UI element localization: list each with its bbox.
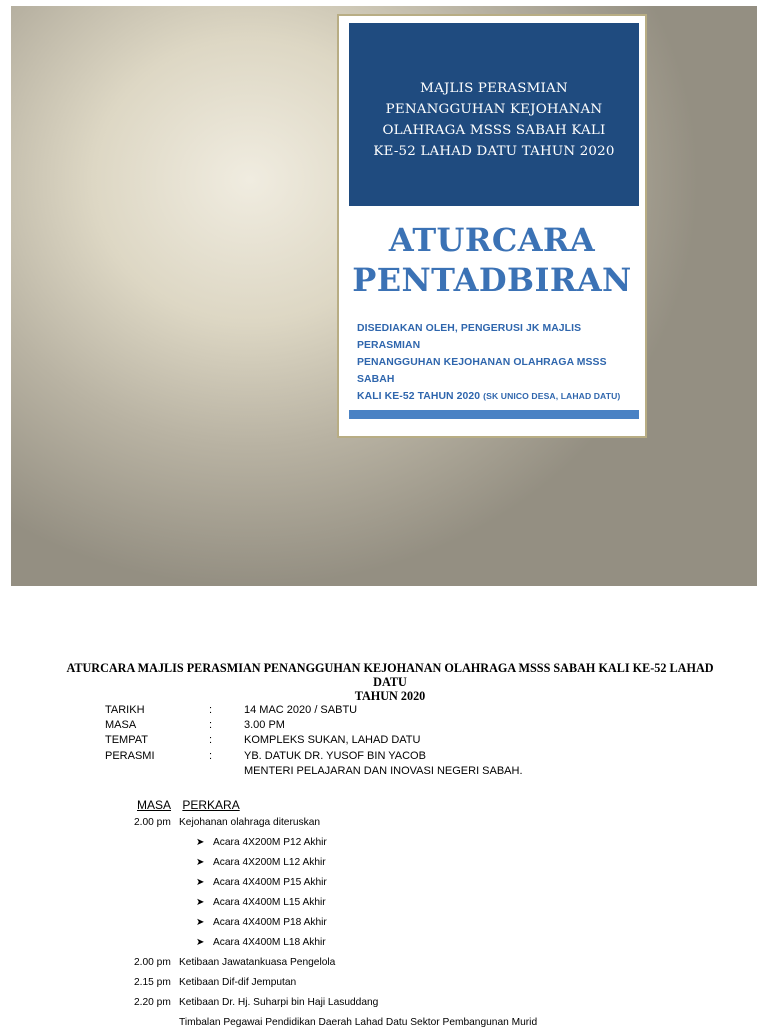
- schedule-item: Ketibaan Jawatankuasa Pengelola: [179, 957, 336, 968]
- cover-header-band: [349, 23, 639, 206]
- cover-subtitle-small: (SK UNICO DESA, LAHAD DATU): [483, 391, 621, 401]
- schedule-time: 2.20 pm: [134, 997, 171, 1008]
- schedule-item: Kejohanan olahraga diteruskan: [179, 817, 321, 828]
- event-item: [196, 897, 326, 908]
- cover-subtitle-line: DISEDIAKAN OLEH, PENGERUSI JK MAJLIS PERASMIAN: [357, 323, 582, 351]
- info-row: [105, 733, 604, 748]
- cover-header-line: KE-52 LAHAD DATU TAHUN 2020: [373, 143, 615, 159]
- info-value: KOMPLEKS SUKAN, LAHAD DATU: [244, 734, 421, 747]
- schedule-item-continuation: Timbalan Pegawai Pendidikan Daerah Lahad Datu Sektor Pembangunan Murid: [179, 1017, 538, 1028]
- cover-subtitle-line: [357, 388, 635, 405]
- event-item: [196, 837, 327, 848]
- info-row: [105, 703, 604, 718]
- event-label: Acara 4X200M P12 Akhir: [213, 837, 327, 848]
- cover-subtitle-line: PENANGGUHAN KEJOHANAN OLAHRAGA MSSS SABAH: [357, 357, 607, 385]
- document-title-line: ATURCARA MAJLIS PERASMIAN PENANGGUHAN KEJOHANAN OLAHRAGA MSSS SABAH KALI KE-52 LAHAD DATU: [66, 661, 714, 689]
- event-item: [196, 857, 326, 868]
- arrow-bullet-icon: ➤: [196, 857, 205, 868]
- cover-accent-bar: [349, 410, 639, 419]
- arrow-bullet-icon: ➤: [196, 917, 205, 928]
- schedule-time: 2.15 pm: [134, 977, 171, 988]
- event-label: Acara 4X400M P18 Akhir: [213, 917, 327, 928]
- info-table: [105, 703, 604, 779]
- arrow-bullet-icon: ➤: [196, 937, 205, 948]
- schedule-item: Ketibaan Dr. Hj. Suharpi bin Haji Lasuddang: [179, 997, 379, 1008]
- schedule-item: Ketibaan Dif-dif Jemputan: [179, 977, 297, 988]
- schedule-header: [137, 798, 240, 813]
- document-title-line: TAHUN 2020: [354, 689, 426, 703]
- info-label: TEMPAT: [105, 734, 148, 747]
- info-row: [105, 749, 604, 764]
- schedule-time: 2.00 pm: [134, 817, 171, 828]
- cover-subtitle: [357, 320, 635, 405]
- cover-header-line: MAJLIS PERASMIAN: [420, 80, 568, 96]
- info-value: 14 MAC 2020 / SABTU: [244, 704, 358, 716]
- info-colon: :: [209, 734, 213, 747]
- event-item: [196, 937, 326, 948]
- arrow-bullet-icon: ➤: [196, 837, 205, 848]
- cover-header-line: PENANGGUHAN KEJOHANAN: [385, 101, 603, 117]
- document-title: [50, 661, 730, 703]
- event-item: [196, 877, 327, 888]
- arrow-bullet-icon: ➤: [196, 897, 205, 908]
- cover-header-line: OLAHRAGA MSSS SABAH KALI: [382, 122, 606, 138]
- arrow-bullet-icon: ➤: [196, 877, 205, 888]
- cover-title: [339, 220, 645, 300]
- cover-title-line: ATURCARA: [388, 221, 596, 259]
- info-colon: :: [209, 719, 213, 732]
- cover-card: [337, 14, 647, 438]
- info-colon: :: [209, 704, 213, 716]
- cover-header-text: [367, 78, 620, 162]
- info-label: TARIKH: [105, 704, 145, 716]
- event-label: Acara 4X400M P15 Akhir: [213, 877, 327, 888]
- info-label: PERASMI: [105, 749, 155, 762]
- schedule-header-masa: MASA: [137, 798, 172, 812]
- event-item: [196, 917, 327, 928]
- event-label: Acara 4X400M L15 Akhir: [213, 897, 326, 908]
- info-value: 3.00 PM: [244, 719, 285, 732]
- cover-subtitle-last: KALI KE-52 TAHUN 2020: [357, 391, 481, 402]
- event-label: Acara 4X200M L12 Akhir: [213, 857, 326, 868]
- schedule-header-perkara: PERKARA: [182, 798, 240, 812]
- event-label: Acara 4X400M L18 Akhir: [213, 937, 326, 948]
- info-value: YB. DATUK DR. YUSOF BIN YACOB: [244, 749, 426, 762]
- cover-title-line: PENTADBIRAN: [352, 261, 632, 299]
- info-value-continuation: MENTERI PELAJARAN DAN INOVASI NEGERI SABAH.: [244, 764, 523, 777]
- info-row: [105, 718, 604, 733]
- info-label: MASA: [105, 719, 137, 732]
- cover-page: [11, 6, 757, 586]
- info-colon: :: [209, 749, 213, 762]
- schedule-time: 2.00 pm: [134, 957, 171, 968]
